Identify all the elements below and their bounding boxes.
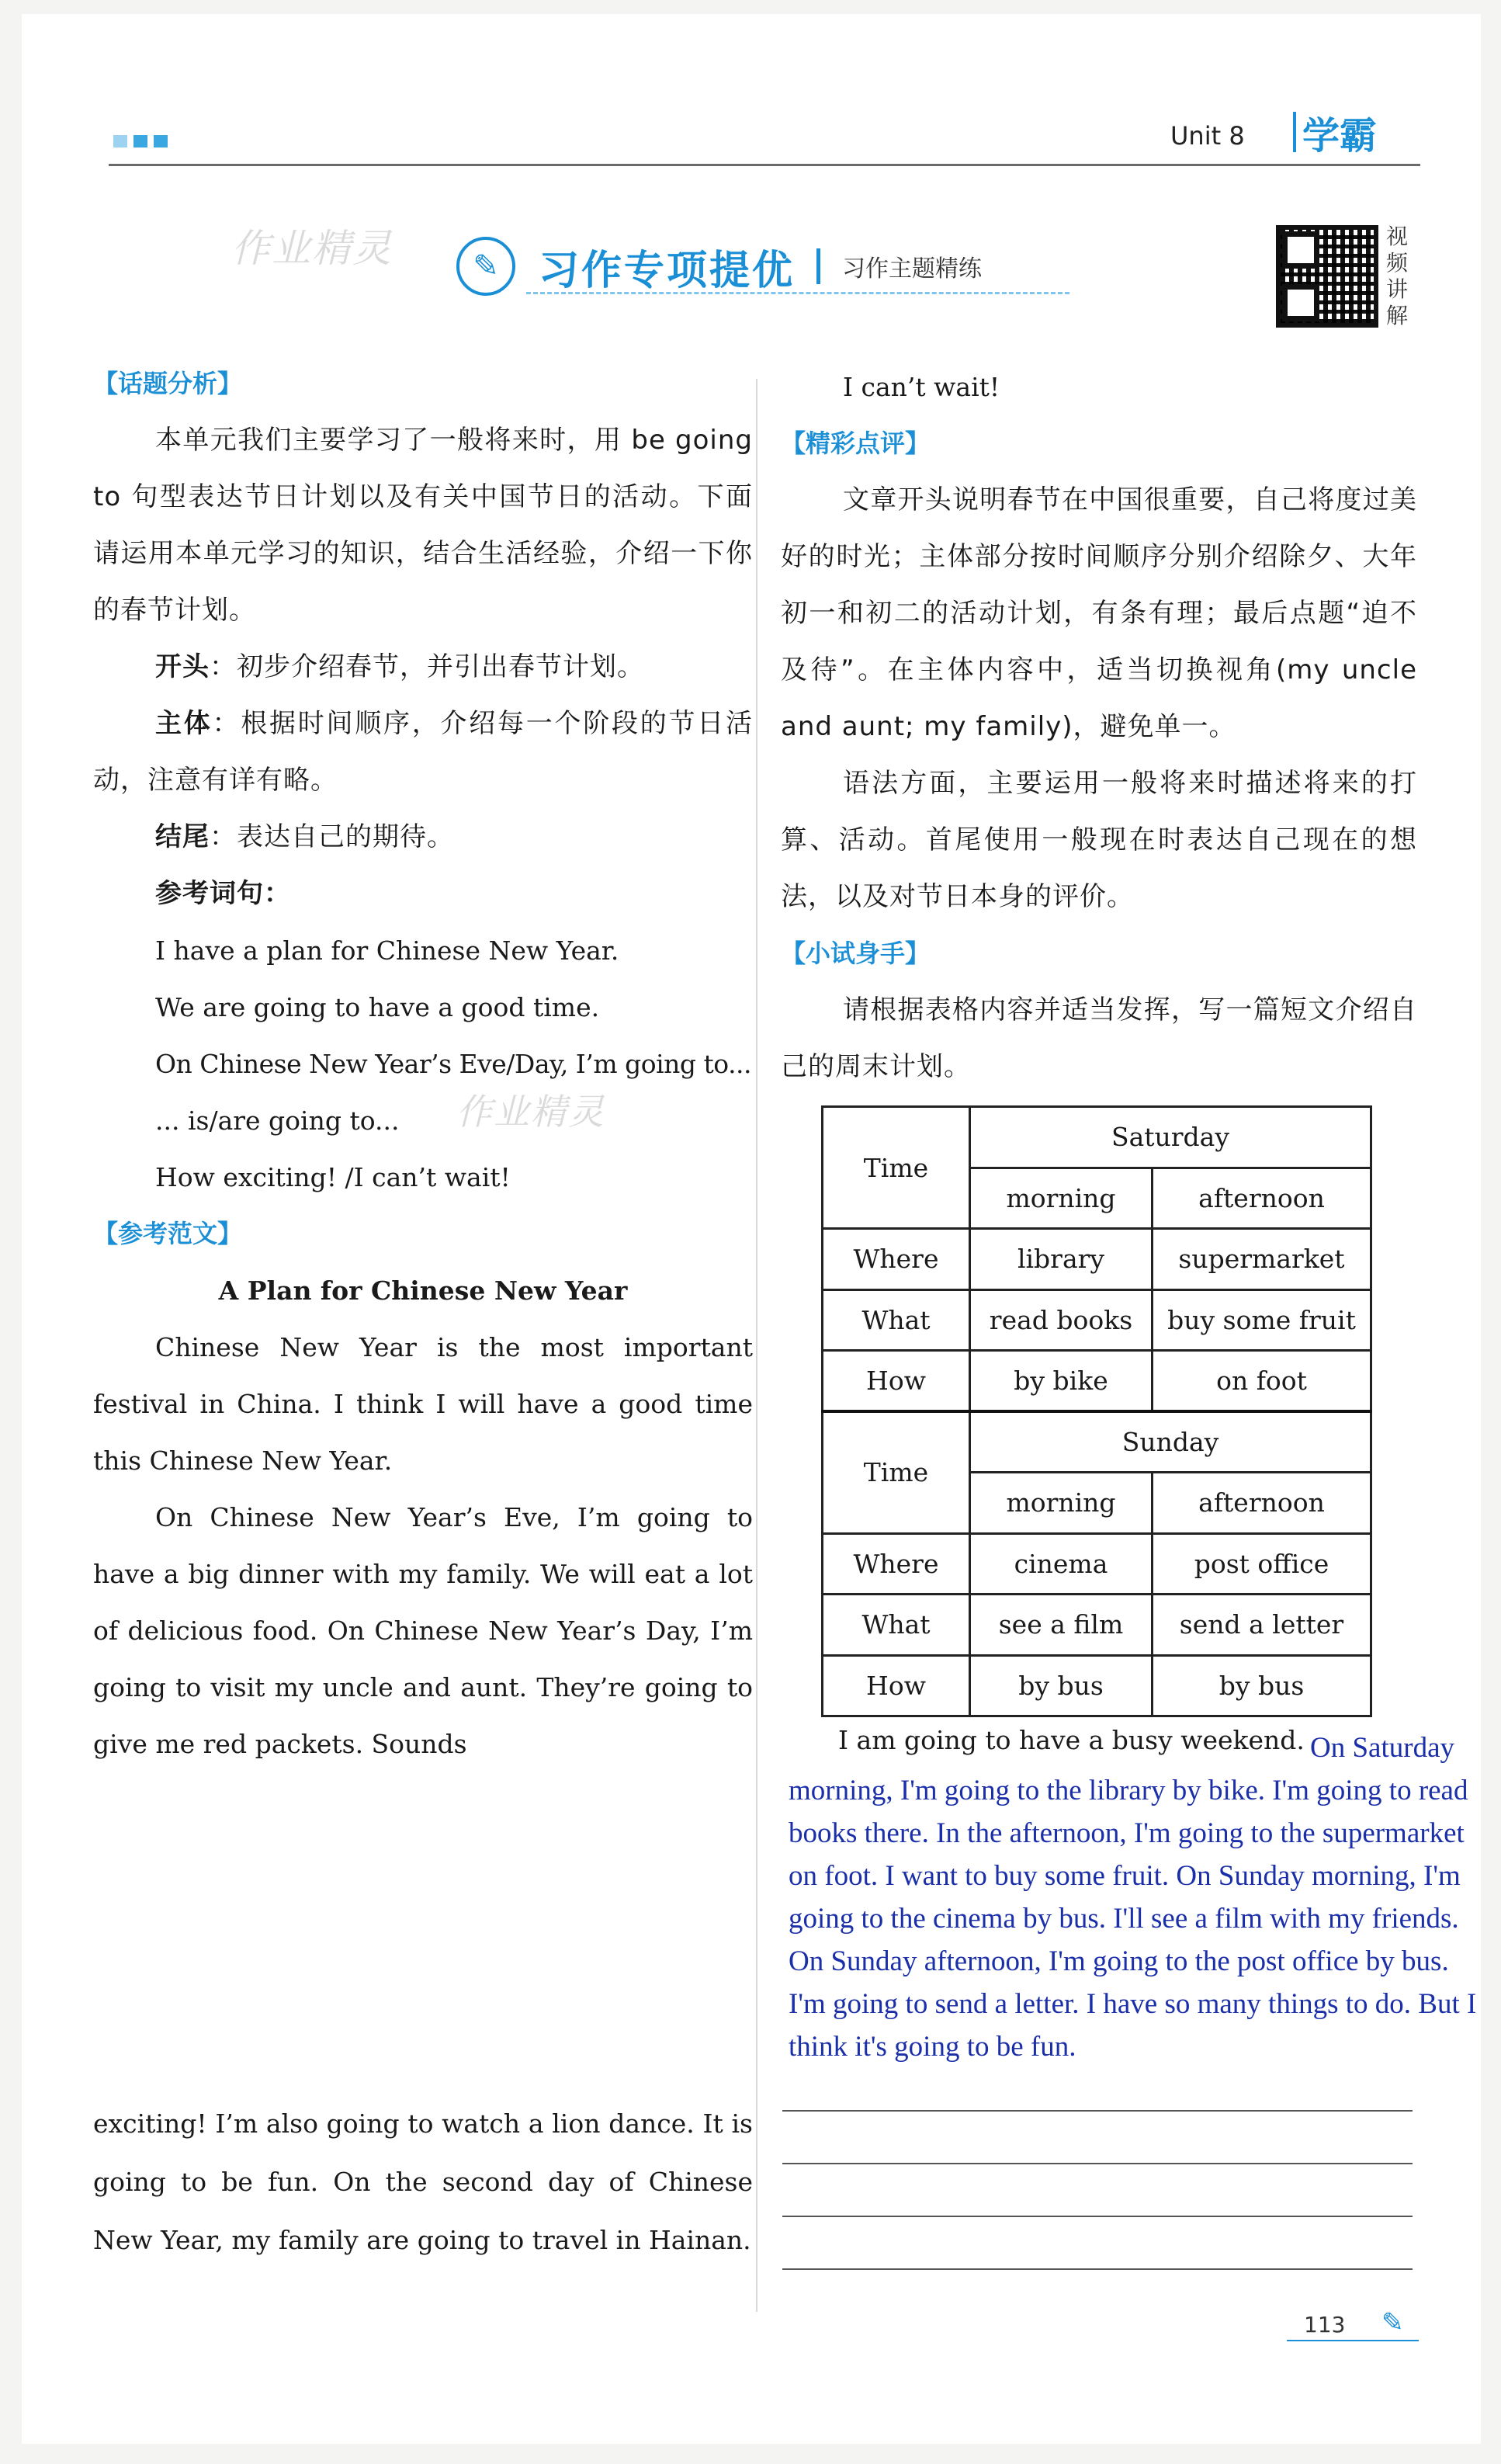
row-header: What: [823, 1595, 970, 1656]
day-header: Saturday: [970, 1107, 1371, 1168]
left-column-continued: [93, 2094, 753, 2269]
reference-line: How exciting! /I can’t wait!: [155, 1162, 511, 1192]
table-cell: post office: [1153, 1533, 1371, 1595]
reference-label: 参考词句：: [155, 878, 291, 909]
pencil-icon: ✎: [456, 237, 515, 296]
banner-separator: [816, 248, 820, 284]
sample-paragraph-2b: exciting! I’m also going to watch a lion dance. It is going to be fun. On the second day of Chinese New Year, my family are going to travel in Hainan.: [93, 2108, 753, 2255]
table-cell: morning: [970, 1168, 1153, 1229]
answer-text: On Saturday morning, I'm going to the library by bike. I'm going to read books there. In the afternoon, I'm going to the supermarket on foot. I want to buy some fruit. On Sunday morning, I'm going to the cinema by bus. I'll see a film with my friends. On Sunday afternoon, I'm going to the post office by bus. I'm going to send a letter. I have so many things to do. But I think it's going to be fun.: [789, 1732, 1477, 2063]
handwritten-answer[interactable]: [789, 1727, 1487, 2068]
reference-line: We are going to have a good time.: [155, 992, 600, 1022]
table-cell: library: [970, 1229, 1153, 1290]
body-line: [93, 696, 753, 809]
answer-lead-sentence: I am going to have a busy weekend.: [838, 1725, 1305, 1755]
table-cell: send a letter: [1153, 1595, 1371, 1656]
qr-label: 视频讲解: [1386, 224, 1409, 328]
table-row: [823, 1595, 1371, 1656]
section-sample-essay: 【参考范文】: [93, 1219, 243, 1248]
row-header: Where: [823, 1533, 970, 1595]
comment-paragraph-1: 文章开头说明春节在中国很重要，自己将度过美好的时光；主体部分按时间顺序分别介绍除夕、大年初一和初二的活动计划，有条有理；最后点题“迫不及待”。在主体内容中，适当切换视角(my uncle and aunt; my family)，避免单一。: [781, 484, 1417, 742]
sample-title: A Plan for Chinese New Year: [218, 1275, 628, 1306]
section-banner: [456, 231, 982, 301]
comment-paragraph-2: 语法方面，主要运用一般将来时描述将来的打算、活动。首尾使用一般现在时表达自己现在的想法，以及对节日本身的评价。: [781, 768, 1417, 912]
banner-title: 习作专项提优: [539, 247, 796, 294]
writing-line: [782, 2163, 1413, 2164]
table-row: [823, 1351, 1371, 1412]
table-cell: afternoon: [1153, 1473, 1371, 1534]
weekend-plan-table: [821, 1105, 1372, 1717]
table-row: [823, 1289, 1371, 1351]
row-header: What: [823, 1289, 970, 1351]
table-row: [823, 1411, 1371, 1473]
page-number-rule: [1287, 2340, 1419, 2341]
row-header: How: [823, 1351, 970, 1412]
reference-line: I have a plan for Chinese New Year.: [155, 935, 619, 966]
table-cell: afternoon: [1153, 1168, 1371, 1229]
table-cell: by bus: [970, 1655, 1153, 1716]
section-comment: 【精彩点评】: [781, 429, 931, 458]
row-header: Where: [823, 1229, 970, 1290]
reference-line: ... is/are going to...: [155, 1105, 400, 1136]
unit-label: Unit 8: [1170, 121, 1245, 151]
banner-underline: [526, 292, 1069, 294]
watermark: 作业精灵: [231, 226, 393, 271]
body-text: ：根据时间顺序，介绍每一个阶段的节日活动，注意有详有略。: [93, 708, 753, 796]
table-row: [823, 1533, 1371, 1595]
topic-paragraph: 本单元我们主要学习了一般将来时，用 be going to 句型表达节日计划以及有关中国节日的活动。下面请运用本单元学习的知识，结合生活经验，介绍一下你的春节计划。: [93, 425, 753, 626]
qr-code[interactable]: [1276, 225, 1378, 328]
body-label: 主体: [155, 708, 213, 739]
left-column: [93, 356, 753, 1772]
column-divider: [756, 379, 757, 2312]
table-row: [823, 1229, 1371, 1290]
table-cell: on foot: [1153, 1351, 1371, 1412]
opening-label: 开头: [155, 651, 210, 682]
page-number: 113: [1304, 2312, 1346, 2337]
writing-line: [782, 2216, 1413, 2217]
table-cell: read books: [970, 1289, 1153, 1351]
time-header: Time: [823, 1107, 970, 1229]
brand-bar: [1293, 112, 1296, 152]
time-header: Time: [823, 1411, 970, 1533]
table-cell: cinema: [970, 1533, 1153, 1595]
table-cell: by bus: [1153, 1655, 1371, 1716]
ending-text: ：表达自己的期待。: [210, 821, 454, 852]
writing-line: [782, 2268, 1413, 2270]
opening-line: [93, 639, 753, 696]
banner-subtitle: 习作主题精练: [842, 255, 983, 283]
section-try-yourself: 【小试身手】: [781, 939, 931, 968]
right-column: [781, 359, 1417, 1095]
section-topic-analysis: 【话题分析】: [93, 369, 243, 398]
sample-paragraph-1: Chinese New Year is the most important festival in China. I think I will have a good time this Chinese New Year.: [93, 1332, 753, 1476]
table-cell: see a film: [970, 1595, 1153, 1656]
table-cell: morning: [970, 1473, 1153, 1534]
day-header: Sunday: [970, 1411, 1371, 1473]
brand-logo: 学霸: [1302, 114, 1378, 158]
header-decoration: [113, 135, 168, 147]
ending-label: 结尾: [155, 821, 210, 852]
try-paragraph: 请根据表格内容并适当发挥，写一篇短文介绍自己的周末计划。: [781, 994, 1417, 1082]
reference-line: On Chinese New Year’s Eve/Day, I’m going to...: [155, 1049, 752, 1079]
ending-line: [93, 809, 753, 866]
table-row: [823, 1655, 1371, 1716]
page: [22, 14, 1481, 2444]
writing-line: [782, 2110, 1413, 2112]
opening-text: ：初步介绍春节，并引出春节计划。: [210, 651, 644, 682]
sample-paragraph-2a: On Chinese New Year’s Eve, I’m going to have a big dinner with my family. We will eat a lot of delicious food. On Chinese New Year’s Day, I’m going to visit my uncle and aunt. They’re going to give me red packets. Sounds: [93, 1502, 753, 1759]
sample-ending: I can’t wait!: [843, 372, 1000, 402]
table-cell: buy some fruit: [1153, 1289, 1371, 1351]
table-row: [823, 1107, 1371, 1168]
pen-icon: ✎: [1381, 2307, 1404, 2338]
table-cell: by bike: [970, 1351, 1153, 1412]
header-rule: [109, 164, 1420, 166]
table-cell: supermarket: [1153, 1229, 1371, 1290]
row-header: How: [823, 1655, 970, 1716]
watermark: 作业精灵: [456, 1091, 605, 1133]
